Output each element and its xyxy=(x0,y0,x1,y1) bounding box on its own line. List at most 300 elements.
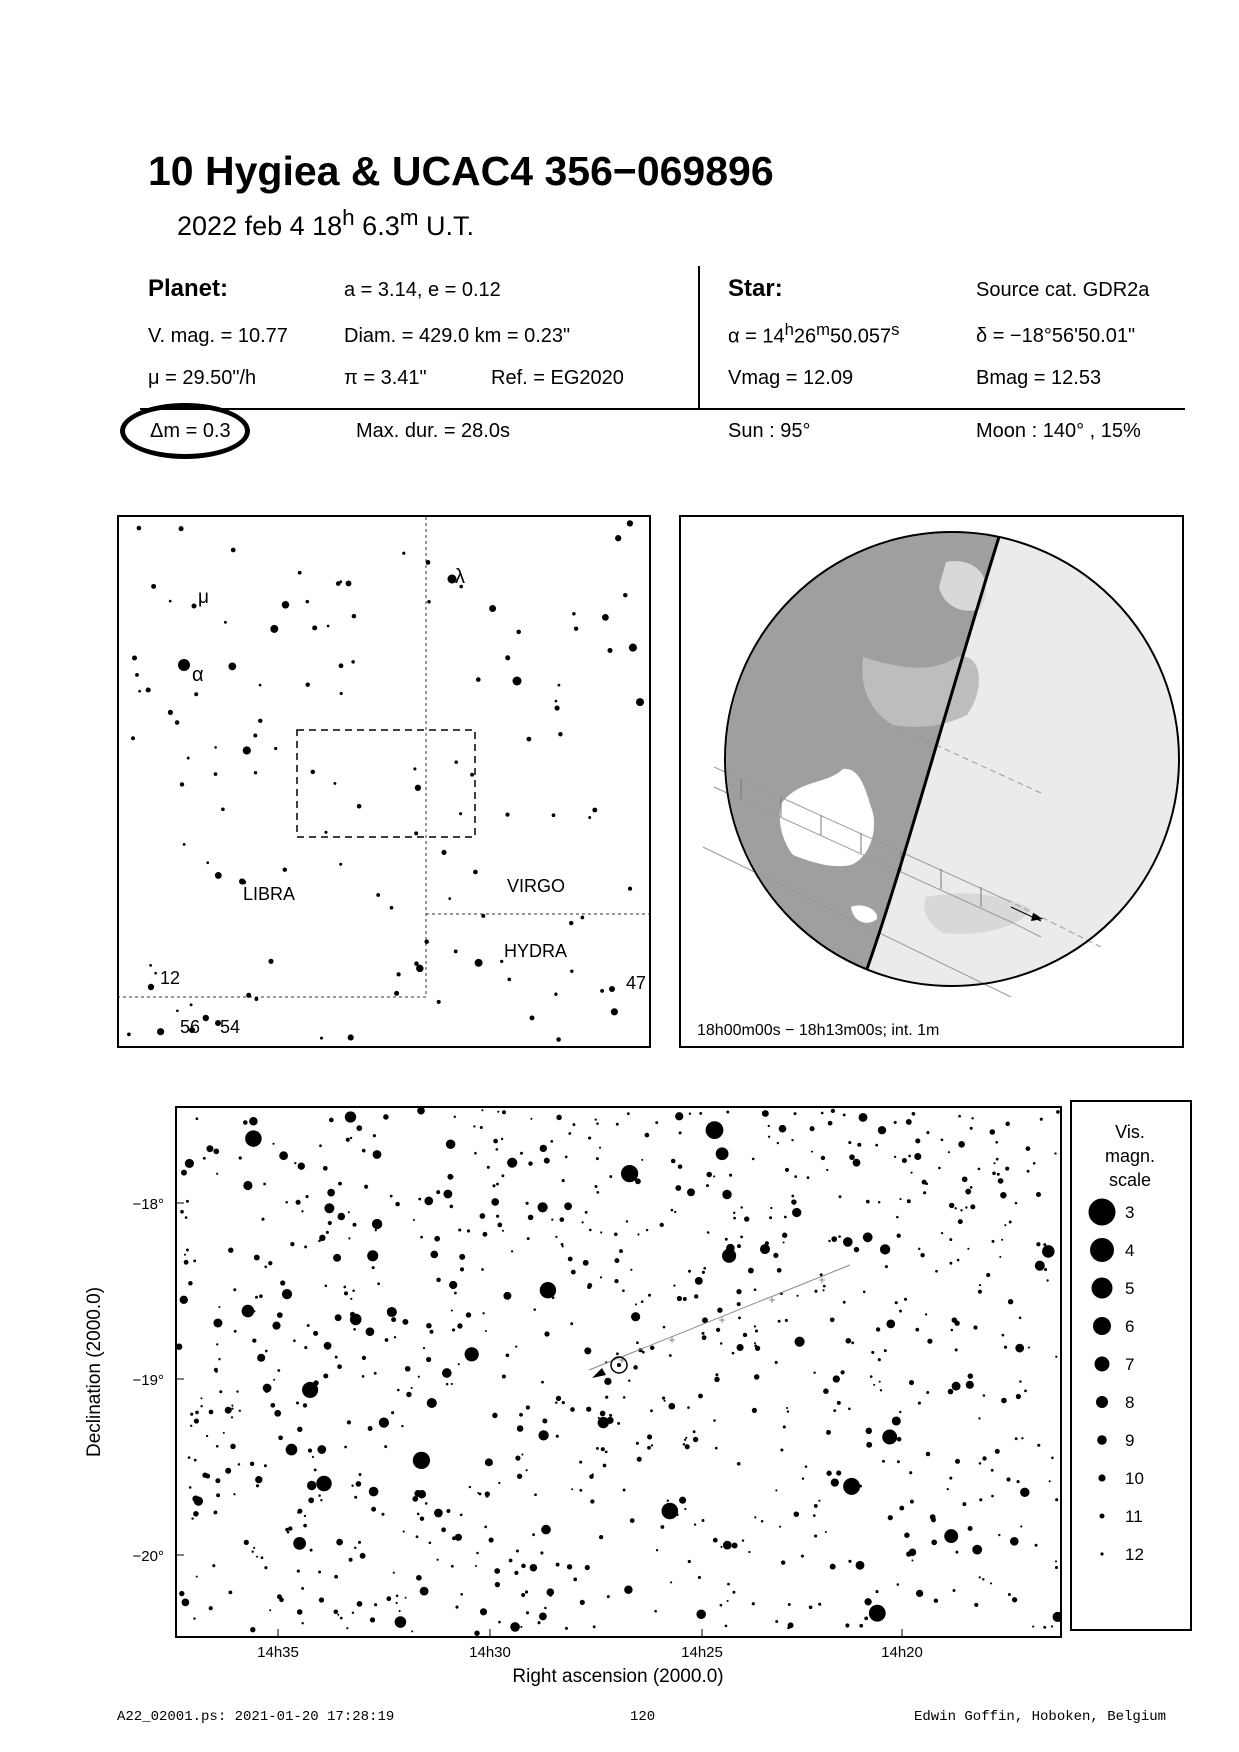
chart-star xyxy=(899,1411,901,1413)
chart-star xyxy=(215,1478,220,1483)
finder-star xyxy=(224,621,227,624)
chart-star xyxy=(616,1123,619,1126)
finder-star xyxy=(336,581,341,586)
chart-star xyxy=(218,1358,220,1360)
chart-star xyxy=(897,1234,901,1238)
minutes-text: 6.3 xyxy=(354,211,400,241)
chart-star xyxy=(688,1560,691,1563)
label-12: 12 xyxy=(160,968,181,988)
finder-star xyxy=(427,600,431,604)
chart-star xyxy=(870,1375,873,1378)
finder-star xyxy=(481,914,485,918)
chart-star xyxy=(783,1425,786,1428)
finder-star xyxy=(526,737,531,742)
chart-star xyxy=(301,1587,304,1590)
chart-star xyxy=(304,1245,307,1248)
chart-star xyxy=(1004,1224,1006,1226)
planet-parallax: π = 3.41" xyxy=(344,367,427,389)
label-47: 47 xyxy=(626,973,647,993)
chart-star xyxy=(225,1468,231,1474)
chart-star xyxy=(489,1538,494,1543)
chart-star xyxy=(995,1141,998,1144)
chart-star xyxy=(381,1513,384,1516)
chart-star xyxy=(630,1518,635,1523)
chart-star xyxy=(909,1380,914,1385)
chart-star xyxy=(338,1213,346,1221)
chart-star xyxy=(726,1111,729,1114)
chart-star xyxy=(838,1235,841,1238)
finder-star xyxy=(138,690,141,693)
chart-star xyxy=(257,1354,265,1362)
chart-star xyxy=(370,1617,375,1622)
chart-star xyxy=(609,1414,612,1417)
chart-star xyxy=(345,1111,356,1122)
chart-star xyxy=(308,1449,312,1453)
finder-star xyxy=(168,710,173,715)
chart-star xyxy=(238,1463,241,1466)
chart-star xyxy=(600,1411,606,1417)
chart-star xyxy=(395,1202,400,1207)
chart-star xyxy=(568,1257,573,1262)
chart-star xyxy=(1026,1146,1031,1151)
chart-star xyxy=(908,1155,911,1158)
finder-star xyxy=(132,655,137,660)
chart-star xyxy=(307,1481,316,1490)
chart-star xyxy=(254,1255,260,1261)
chart-star xyxy=(452,1536,456,1540)
chart-star xyxy=(843,1237,853,1247)
chart-star xyxy=(534,1493,537,1496)
chart-star xyxy=(754,1516,756,1518)
chart-star xyxy=(253,1310,255,1312)
chart-star xyxy=(231,1407,233,1409)
chart-star xyxy=(498,1621,501,1624)
chart-star xyxy=(1055,1566,1058,1569)
chart-star xyxy=(213,1510,217,1514)
chart-star xyxy=(397,1389,400,1392)
chart-star xyxy=(234,1330,237,1333)
chart-star xyxy=(490,1463,492,1465)
chart-star xyxy=(264,1266,267,1269)
chart-star xyxy=(737,1344,744,1351)
chart-star xyxy=(298,1163,305,1170)
chart-star xyxy=(313,1380,318,1385)
chart-star xyxy=(328,1221,332,1225)
chart-star xyxy=(970,1127,973,1130)
chart-star xyxy=(706,1184,709,1187)
chart-star xyxy=(216,1173,218,1175)
chart-star xyxy=(515,1346,517,1348)
chart-star xyxy=(279,1597,284,1602)
chart-star xyxy=(230,1444,236,1450)
chart-star xyxy=(880,1244,890,1254)
finder-star xyxy=(454,949,458,953)
chart-star xyxy=(451,1383,453,1385)
chart-star xyxy=(839,1195,842,1198)
chart-star xyxy=(684,1508,686,1510)
chart-star xyxy=(854,1247,859,1252)
chart-star xyxy=(748,1551,750,1553)
chart-star xyxy=(277,1369,280,1372)
label-lambda: λ xyxy=(455,566,465,588)
chart-star xyxy=(990,1582,992,1584)
chart-star xyxy=(417,1513,420,1516)
chart-star xyxy=(194,1496,203,1505)
chart-star xyxy=(982,1578,984,1580)
legend-symbol xyxy=(1098,1474,1105,1481)
chart-star xyxy=(391,1317,396,1322)
chart-star xyxy=(906,1119,912,1125)
chart-star xyxy=(568,1132,571,1135)
finder-star xyxy=(513,677,522,686)
chart-star xyxy=(904,1532,909,1537)
chart-star xyxy=(509,1559,513,1563)
chart-star xyxy=(974,1603,978,1607)
chart-star xyxy=(633,1365,637,1369)
chart-star xyxy=(1020,1488,1029,1497)
chart-star xyxy=(362,1375,365,1378)
chart-star xyxy=(648,1294,651,1297)
chart-star xyxy=(968,1373,973,1378)
finder-star xyxy=(437,1000,441,1004)
chart-star xyxy=(796,1295,798,1297)
chart-star xyxy=(549,1594,552,1597)
chart-star xyxy=(506,1353,510,1357)
finder-star xyxy=(615,535,621,541)
chart-star xyxy=(923,1191,926,1194)
chart-star xyxy=(430,1330,434,1334)
chart-star xyxy=(888,1515,893,1520)
finder-star xyxy=(148,984,154,990)
chart-star xyxy=(203,1157,206,1160)
chart-star xyxy=(186,1200,189,1203)
chart-star xyxy=(293,1339,296,1342)
chart-star xyxy=(770,1207,772,1209)
chart-star xyxy=(384,1445,387,1448)
chart-star xyxy=(353,1328,356,1331)
chart-star xyxy=(441,1527,446,1532)
chart-star xyxy=(754,1325,756,1327)
chart-star xyxy=(420,1587,429,1596)
chart-star xyxy=(526,1405,530,1409)
finder-star xyxy=(268,959,273,964)
finder-star xyxy=(131,736,135,740)
chart-star xyxy=(319,1144,322,1147)
chart-star xyxy=(314,1468,317,1471)
chart-star xyxy=(399,1610,401,1612)
chart-star xyxy=(778,1320,781,1323)
chart-star xyxy=(600,1231,602,1233)
chart-star xyxy=(501,1138,503,1140)
chart-star xyxy=(978,1417,980,1419)
star-ra xyxy=(728,320,900,349)
chart-star xyxy=(837,1401,841,1405)
chart-star xyxy=(833,1375,840,1382)
chart-star xyxy=(585,1211,588,1214)
chart-star xyxy=(595,1118,597,1120)
chart-star xyxy=(288,1526,292,1530)
chart-star xyxy=(685,1444,690,1449)
chart-star xyxy=(631,1312,640,1321)
chart-star xyxy=(194,1459,197,1462)
finder-star xyxy=(305,682,309,686)
chart-star xyxy=(897,1437,902,1442)
chart-star xyxy=(947,1488,949,1490)
chart-star xyxy=(233,1288,236,1291)
chart-star xyxy=(857,1143,861,1147)
chart-star xyxy=(219,1390,222,1393)
chart-star xyxy=(277,1312,283,1318)
chart-star xyxy=(485,1491,490,1496)
chart-star xyxy=(593,1625,596,1628)
chart-star xyxy=(918,1248,920,1250)
chart-star xyxy=(801,1555,804,1558)
chart-star xyxy=(495,1582,500,1587)
finder-star xyxy=(352,614,357,619)
finder-star xyxy=(180,782,184,786)
label-hydra: HYDRA xyxy=(504,941,568,961)
chart-star xyxy=(179,1591,184,1596)
chart-star xyxy=(952,1317,958,1323)
ytick-20: −20° xyxy=(132,1548,164,1565)
legend-label: 7 xyxy=(1125,1355,1135,1374)
chart-star xyxy=(878,1201,880,1203)
chart-star xyxy=(184,1254,186,1256)
chart-star xyxy=(926,1452,930,1456)
chart-star xyxy=(679,1131,682,1134)
chart-star xyxy=(894,1156,896,1158)
chart-star xyxy=(373,1150,382,1159)
finder-star xyxy=(175,720,180,725)
chart-star xyxy=(878,1126,886,1134)
chart-star xyxy=(983,1394,986,1397)
chart-star xyxy=(1001,1239,1003,1241)
chart-star xyxy=(274,1410,281,1417)
chart-star xyxy=(426,1357,431,1362)
chart-star xyxy=(278,1435,283,1440)
finder-star xyxy=(157,1028,164,1035)
chart-star xyxy=(329,1118,334,1123)
chart-star xyxy=(740,1206,742,1208)
finder-star xyxy=(259,684,262,687)
chart-star xyxy=(347,1420,351,1424)
chart-star xyxy=(826,1430,831,1435)
chart-star xyxy=(637,1457,642,1462)
chart-star xyxy=(786,1407,788,1409)
finder-star xyxy=(169,600,172,603)
chart-star xyxy=(879,1381,881,1383)
planet-vmag: V. mag. = 10.77 xyxy=(148,325,288,347)
chart-star xyxy=(337,1364,342,1369)
chart-star xyxy=(978,1290,982,1294)
finder-star xyxy=(333,782,336,785)
chart-star xyxy=(1040,1118,1043,1121)
chart-star xyxy=(350,1314,362,1326)
chart-star xyxy=(831,1236,837,1242)
chart-star xyxy=(688,1270,691,1273)
chart-star xyxy=(687,1188,695,1196)
finder-star xyxy=(243,746,251,754)
chart-star xyxy=(280,1280,285,1285)
chart-star xyxy=(911,1559,913,1561)
chart-star xyxy=(243,1120,248,1125)
chart-star xyxy=(426,1323,432,1329)
finder-star xyxy=(628,887,632,891)
chart-star xyxy=(350,1137,352,1139)
chart-star xyxy=(598,1417,600,1419)
chart-star xyxy=(679,1497,686,1504)
chart-star xyxy=(973,1326,977,1330)
finder-star xyxy=(324,831,327,834)
finder-chart xyxy=(117,515,651,1048)
chart-star xyxy=(675,1112,683,1120)
chart-star xyxy=(762,1111,765,1114)
chart-star xyxy=(791,1199,796,1204)
chart-star xyxy=(880,1389,882,1391)
chart-star xyxy=(588,1136,591,1139)
chart-star xyxy=(715,1447,718,1450)
chart-star xyxy=(899,1506,904,1511)
sun-elongation: Sun : 95° xyxy=(728,420,811,442)
finder-star xyxy=(258,719,262,723)
ra-h-sup: h xyxy=(784,320,794,339)
finder-star xyxy=(607,648,612,653)
chart-star xyxy=(755,1346,760,1351)
chart-star xyxy=(848,1560,851,1563)
chart-star xyxy=(664,1400,666,1402)
chart-star xyxy=(184,1260,189,1265)
chart-star xyxy=(727,1600,729,1602)
chart-star xyxy=(1015,1437,1018,1440)
chart-star xyxy=(779,1125,787,1133)
finder-star xyxy=(507,978,511,982)
chart-star xyxy=(323,1166,328,1171)
chart-star xyxy=(703,1267,706,1270)
xtick-1420: 14h20 xyxy=(881,1644,923,1661)
chart-star xyxy=(1056,1110,1060,1114)
chart-star xyxy=(637,1233,639,1235)
chart-star xyxy=(206,1145,213,1152)
chart-star xyxy=(595,1185,598,1188)
legend-title-1: Vis. xyxy=(1115,1122,1145,1142)
chart-star xyxy=(449,1281,457,1289)
legend-label: 5 xyxy=(1125,1279,1135,1298)
date-text: 2022 feb 4 18 xyxy=(177,211,343,241)
finder-star xyxy=(554,993,557,996)
chart-star xyxy=(979,1498,982,1501)
chart-star xyxy=(864,1598,871,1605)
finder-star xyxy=(592,808,597,813)
chart-star xyxy=(955,1459,960,1464)
chart-star xyxy=(423,1347,425,1349)
chart-star xyxy=(596,1122,599,1125)
chart-star xyxy=(630,1269,632,1271)
chart-star xyxy=(515,1455,520,1460)
chart-star xyxy=(213,1149,219,1155)
chart-star xyxy=(1055,1560,1057,1562)
chart-star xyxy=(225,1407,232,1414)
chart-star xyxy=(583,1260,589,1266)
chart-star xyxy=(359,1473,362,1476)
chart-star xyxy=(714,1377,719,1382)
chart-star xyxy=(443,1190,452,1199)
chart-star xyxy=(555,1401,558,1404)
chart-star xyxy=(813,1514,816,1517)
chart-star xyxy=(982,1456,986,1460)
chart-star xyxy=(788,1603,791,1606)
finder-star xyxy=(346,580,352,586)
chart-star xyxy=(466,1312,471,1317)
chart-star xyxy=(737,1302,741,1306)
chart-star xyxy=(1012,1597,1017,1602)
chart-star xyxy=(761,1520,764,1523)
chart-star xyxy=(268,1261,272,1265)
chart-star xyxy=(564,1202,572,1210)
chart-star xyxy=(290,1242,294,1246)
finder-star xyxy=(357,804,362,809)
chart-star xyxy=(261,1556,264,1559)
chart-star xyxy=(948,1151,950,1153)
chart-star xyxy=(780,1448,783,1451)
chart-star xyxy=(968,1526,973,1531)
chart-star xyxy=(713,1538,718,1543)
chart-star xyxy=(218,1306,220,1308)
finder-star xyxy=(600,989,604,993)
chart-star xyxy=(1043,1243,1046,1246)
chart-star xyxy=(599,1535,603,1539)
chart-star xyxy=(562,1179,565,1182)
finder-star xyxy=(203,1015,209,1021)
chart-star xyxy=(369,1487,379,1497)
chart-star xyxy=(781,1560,785,1564)
chart-star xyxy=(851,1341,854,1344)
chart-star xyxy=(754,1374,760,1380)
chart-star xyxy=(962,1176,968,1182)
chart-star xyxy=(418,1198,421,1201)
chart-star xyxy=(886,1320,895,1329)
chart-star xyxy=(596,1191,599,1194)
chart-star xyxy=(915,1328,919,1332)
chart-star xyxy=(243,1181,252,1190)
chart-star xyxy=(350,1298,352,1300)
chart-star xyxy=(587,1285,591,1289)
chart-star xyxy=(971,1117,973,1119)
chart-star xyxy=(188,1456,191,1459)
chart-star xyxy=(785,1168,789,1172)
star-dec: δ = −18°56'50.01" xyxy=(976,325,1136,347)
chart-star xyxy=(401,1425,403,1427)
chart-star xyxy=(941,1138,944,1141)
legend-symbol xyxy=(1097,1435,1107,1445)
chart-star xyxy=(791,1139,793,1141)
chart-star xyxy=(390,1307,395,1312)
chart-star xyxy=(706,1172,712,1178)
chart-star xyxy=(525,1469,527,1471)
chart-star xyxy=(304,1515,306,1517)
chart-star xyxy=(849,1154,855,1160)
chart-star xyxy=(805,1465,808,1468)
chart-star xyxy=(592,1473,594,1475)
chart-star xyxy=(540,1551,543,1554)
chart-star xyxy=(335,1314,342,1321)
chart-star xyxy=(590,1499,594,1503)
chart-star xyxy=(951,1329,954,1332)
chart-star xyxy=(556,1435,559,1438)
chart-star xyxy=(496,1215,499,1218)
chart-star xyxy=(318,1571,321,1574)
chart-star xyxy=(673,1284,675,1286)
chart-star xyxy=(991,1495,994,1498)
